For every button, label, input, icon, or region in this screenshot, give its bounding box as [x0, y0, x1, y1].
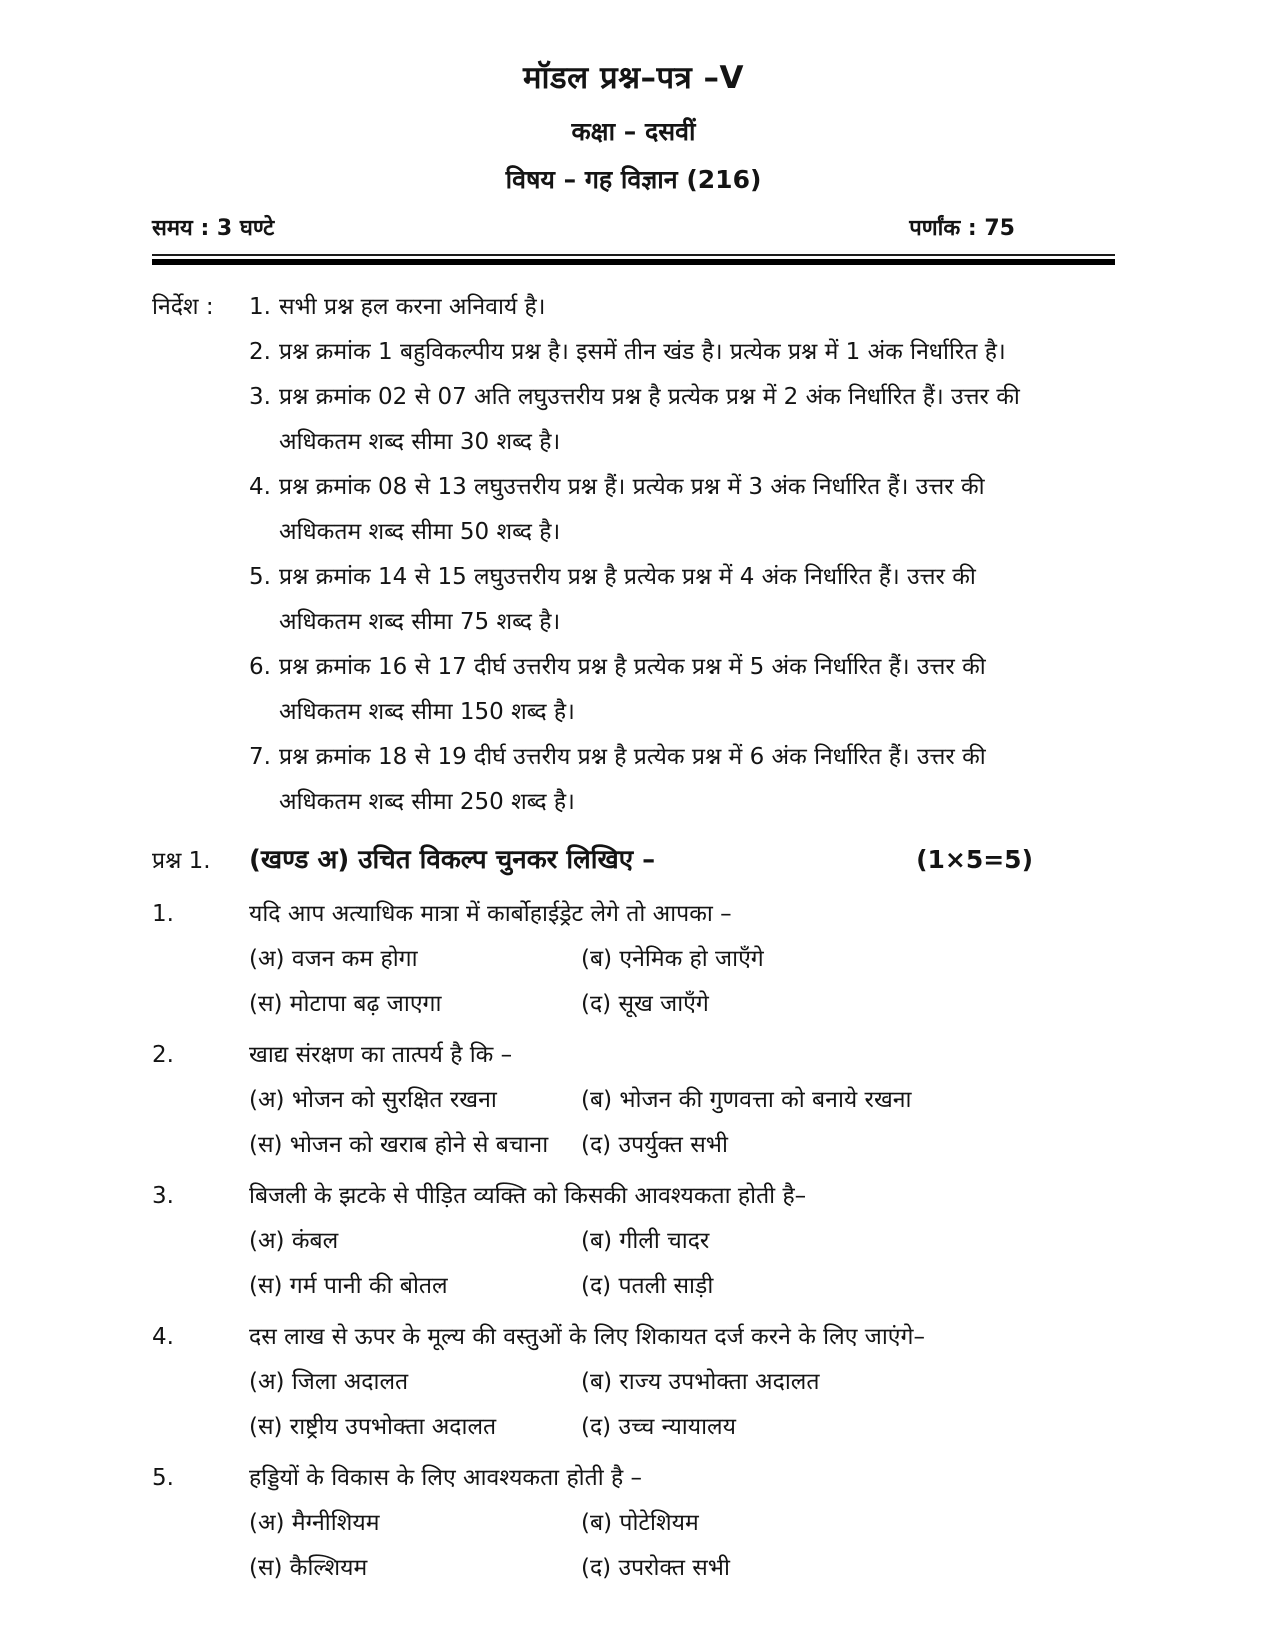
sub-question-number: 4.: [152, 1324, 174, 1350]
instruction-number: 5.: [249, 564, 271, 590]
option-row: [152, 1546, 1115, 1591]
sub-question-number: 3.: [152, 1183, 174, 1209]
option-d: (द) उपर्युक्त सभी: [581, 1132, 728, 1158]
option-b: (ब) गीली चादर: [581, 1228, 710, 1254]
option-row: [152, 1360, 1115, 1405]
meta-row: [152, 212, 1115, 242]
question-1-header: [152, 835, 1115, 886]
question-1-label: प्रश्न 1.: [152, 848, 211, 874]
instruction-line: प्रश्न क्रमांक 16 से 17 दीर्घ उत्तरीय प्रश्न है प्रत्येक प्रश्न में 5 अंक निर्धारित हैं। उत्तर की: [279, 654, 986, 680]
instruction-number: 6.: [249, 654, 271, 680]
instruction-item-7: [249, 735, 1115, 825]
instruction-item-2: [249, 330, 1115, 375]
sub-question-1: [152, 892, 1115, 1027]
option-c: (स) राष्ट्रीय उपभोक्ता अदालत: [249, 1414, 497, 1440]
sub-question-head: [152, 1456, 1115, 1501]
instruction-line: अधिकतम शब्द सीमा 150 शब्द है।: [279, 699, 575, 725]
instruction-line: प्रश्न क्रमांक 08 से 13 लघुउत्तरीय प्रश्न हैं। प्रत्येक प्रश्न में 3 अंक निर्धारित हैं। उत्तर की: [279, 474, 985, 500]
instruction-text: [279, 645, 1115, 735]
divider-thick-line: [152, 259, 1115, 265]
sub-question-head: [152, 1174, 1115, 1219]
instruction-line: अधिकतम शब्द सीमा 75 शब्द है।: [279, 609, 561, 635]
class-line: कक्षा – दसवीं: [571, 117, 696, 146]
option-d: (द) उपरोक्त सभी: [581, 1555, 730, 1581]
option-row: [152, 982, 1115, 1027]
instruction-text: [279, 735, 1115, 825]
option-a: (अ) मैग्नीशियम: [249, 1510, 380, 1536]
instruction-number: 4.: [249, 474, 271, 500]
question-1-marks: (1×5=5): [916, 845, 1033, 874]
instruction-number: 2.: [249, 339, 271, 365]
divider-thin-line: [152, 254, 1115, 256]
instruction-line: अधिकतम शब्द सीमा 50 शब्द है।: [279, 519, 561, 545]
instruction-item-1: [249, 285, 1115, 330]
option-c: (स) मोटापा बढ़ जाएगा: [249, 991, 442, 1017]
sub-question-number: 5.: [152, 1465, 174, 1491]
option-c: (स) कैल्शियम: [249, 1555, 368, 1581]
sub-question-text: खाद्य संरक्षण का तात्पर्य है कि –: [249, 1042, 513, 1068]
header-divider: [152, 254, 1115, 265]
instruction-text: [279, 285, 1115, 330]
option-b: (ब) राज्य उपभोक्ता अदालत: [581, 1369, 820, 1395]
sub-question-2: [152, 1033, 1115, 1168]
sub-question-text: दस लाख से ऊपर के मूल्य की वस्तुओं के लिए शिकायत दर्ज करने के लिए जाएंगे–: [249, 1324, 925, 1350]
option-d: (द) सूख जाएँगे: [581, 991, 709, 1017]
option-row: [152, 1123, 1115, 1168]
instruction-number: 3.: [249, 384, 271, 410]
sub-question-head: [152, 1315, 1115, 1360]
instruction-text: [279, 555, 1115, 645]
sub-question-5: [152, 1456, 1115, 1591]
sub-question-number: 2.: [152, 1042, 174, 1068]
instruction-number: 7.: [249, 744, 271, 770]
instruction-text: [279, 465, 1115, 555]
sub-question-head: [152, 1033, 1115, 1078]
instruction-line: अधिकतम शब्द सीमा 250 शब्द है।: [279, 789, 575, 815]
instruction-item-6: [249, 645, 1115, 735]
option-d: (द) पतली साड़ी: [581, 1273, 714, 1299]
instruction-text: [279, 330, 1115, 375]
option-row: [152, 1405, 1115, 1450]
option-row: [152, 937, 1115, 982]
option-b: (ब) एनेमिक हो जाएँगे: [581, 946, 764, 972]
paper-title: मॉडल प्रश्न–पत्र –V: [522, 60, 745, 96]
max-marks: पर्णांक : 75: [909, 216, 1015, 241]
option-a: (अ) वजन कम होगा: [249, 946, 418, 972]
instruction-line: प्रश्न क्रमांक 18 से 19 दीर्घ उत्तरीय प्रश्न है प्रत्येक प्रश्न में 6 अंक निर्धारित हैं। उत्तर की: [279, 744, 986, 770]
subject-line: विषय – गह विज्ञान (216): [505, 165, 762, 194]
sub-question-text: बिजली के झटके से पीड़ित व्यक्ति को किसकी आवश्यकता होती है–: [249, 1183, 807, 1209]
sub-question-number: 1.: [152, 901, 174, 927]
option-a: (अ) जिला अदालत: [249, 1369, 409, 1395]
instructions-label: निर्देश :: [152, 294, 214, 320]
instruction-item-3: [249, 375, 1115, 465]
instruction-line: प्रश्न क्रमांक 14 से 15 लघुउत्तरीय प्रश्न है प्रत्येक प्रश्न में 4 अंक निर्धारित हैं। उत्तर की: [279, 564, 976, 590]
instruction-number: 1.: [249, 294, 271, 320]
option-c: (स) भोजन को खराब होने से बचाना: [249, 1132, 549, 1158]
instruction-line: प्रश्न क्रमांक 1 बहुविकल्पीय प्रश्न है। इसमें तीन खंड है। प्रत्येक प्रश्न में 1 अंक निर्धारित है।: [279, 339, 1006, 365]
option-row: [152, 1501, 1115, 1546]
option-row: [152, 1078, 1115, 1123]
option-c: (स) गर्म पानी की बोतल: [249, 1273, 448, 1299]
instructions-block: [152, 285, 1115, 825]
option-b: (ब) पोटेशियम: [581, 1510, 699, 1536]
option-row: [152, 1219, 1115, 1264]
time-allowed: समय : 3 घण्टे: [152, 216, 275, 241]
sub-question-4: [152, 1315, 1115, 1450]
option-row: [152, 1264, 1115, 1309]
section-a-heading: (खण्ड अ) उचित विकल्प चुनकर लिखिए –: [249, 845, 656, 875]
instruction-item-4: [249, 465, 1115, 555]
option-a: (अ) कंबल: [249, 1228, 339, 1254]
sub-question-text: हड्डियों के विकास के लिए आवश्यकता होती है –: [249, 1465, 643, 1491]
option-a: (अ) भोजन को सुरक्षित रखना: [249, 1087, 497, 1113]
instruction-line: सभी प्रश्न हल करना अनिवार्य है।: [279, 294, 546, 320]
instruction-text: [279, 375, 1115, 465]
instructions-list: [249, 285, 1115, 825]
option-b: (ब) भोजन की गुणवत्ता को बनाये रखना: [581, 1087, 912, 1113]
instruction-item-5: [249, 555, 1115, 645]
sub-question-head: [152, 892, 1115, 937]
instruction-line: अधिकतम शब्द सीमा 30 शब्द है।: [279, 429, 561, 455]
sub-question-3: [152, 1174, 1115, 1309]
option-d: (द) उच्च न्यायालय: [581, 1414, 736, 1440]
instruction-line: प्रश्न क्रमांक 02 से 07 अति लघुउत्तरीय प्रश्न है प्रत्येक प्रश्न में 2 अंक निर्धारित हैं। उत्तर की: [279, 384, 1020, 410]
sub-question-text: यदि आप अत्याधिक मात्रा में कार्बोहाईड्रेट लेगे तो आपका –: [249, 901, 732, 927]
